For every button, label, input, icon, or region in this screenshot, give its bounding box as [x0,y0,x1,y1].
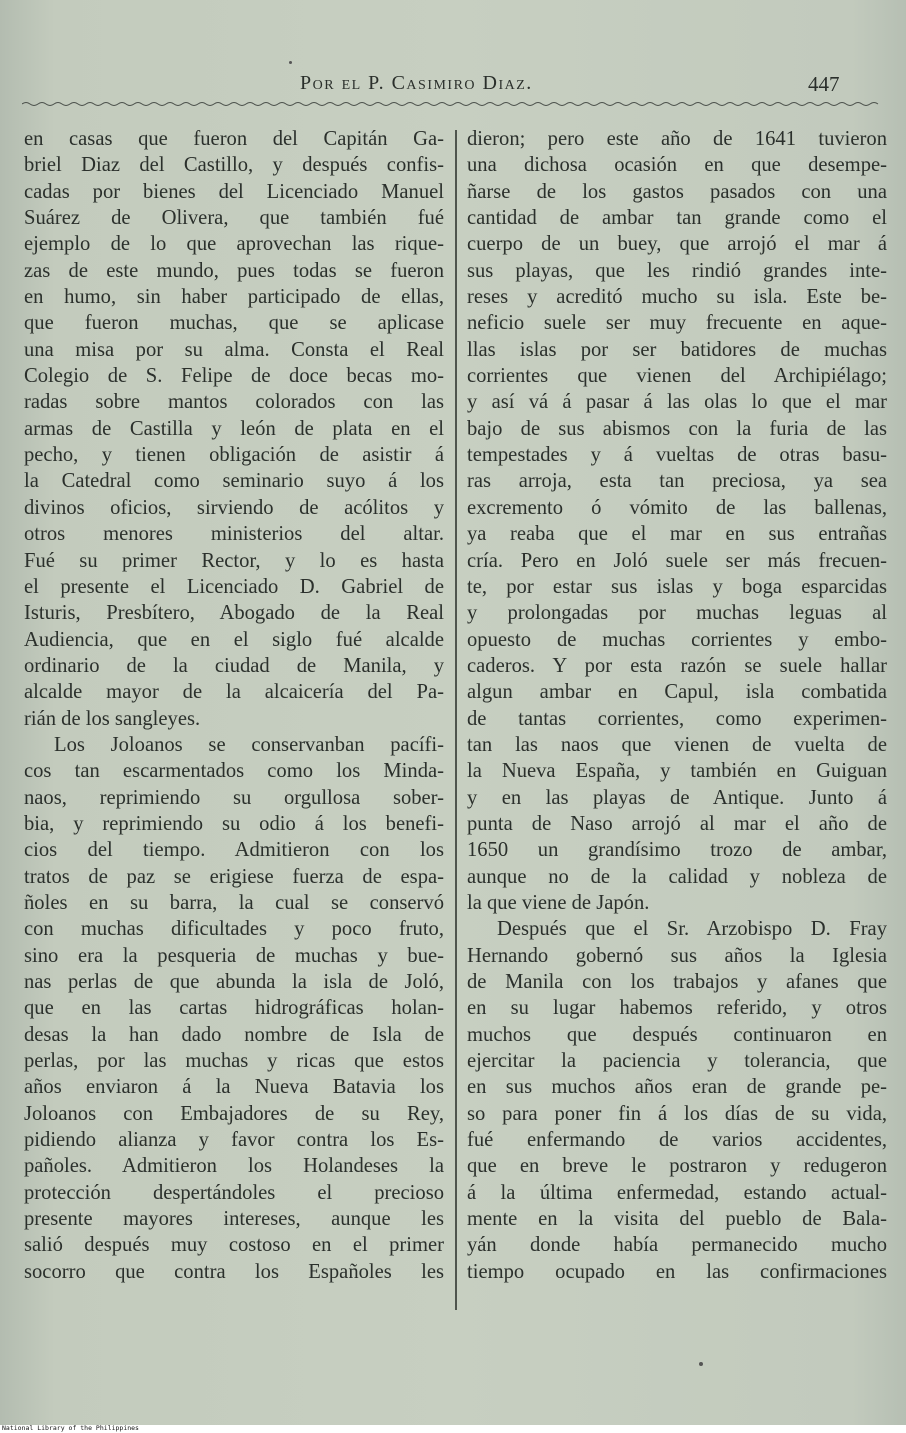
text-line: yán donde había permanecido mucho [467,1234,887,1257]
text-line: tempestades y á vueltas de otras basu- [467,444,887,467]
text-line: Hernando gobernó sus años la Iglesia [467,944,887,967]
text-line: opuesto de muchas corrientes y embo- [467,628,887,651]
text-line: algun ambar en Capul, isla combatida [467,681,887,704]
text-line: en sus muchos años eran de grande pe- [467,1076,887,1099]
text-line: una dichosa ocasión en que desempe- [467,154,887,177]
text-line: armas de Castilla y león de plata en el [24,417,444,440]
text-line: punta de Naso arrojó al mar el año de [467,812,887,835]
text-line: pañoles. Admitieron los Holandeses la [24,1155,444,1178]
text-line: neficio suele ser muy frecuente en aque- [467,312,887,335]
text-line: pidiendo alianza y favor contra los Es- [24,1129,444,1152]
text-line: muchos que después continuaron en [467,1023,887,1046]
column-divider [455,130,457,1310]
text-line: Suárez de Olivera, que también fué [24,207,444,230]
text-line: excremento ó vómito de las ballenas, [467,496,887,519]
text-line: ya reaba que el mar en sus entrañas [467,523,887,546]
text-line: bia, y reprimiendo su odio á los benefi- [24,812,444,835]
text-line: sus playas, que les rindió grandes inte- [467,259,887,282]
text-line: cuerpo de un buey, que arrojó el mar á [467,233,887,256]
text-line: ejercitar la paciencia y tolerancia, que [467,1050,887,1073]
text-line: cría. Pero en Joló suele ser más frecuen- [467,549,887,572]
text-line: mente en la visita del pueblo de Bala- [467,1208,887,1231]
text-line: ñoles en su barra, la cual se conservó [24,891,444,914]
ink-speck [699,1362,703,1366]
text-line: de tantas corrientes, como experimen- [467,707,887,730]
page-number: 447 [808,72,840,96]
text-line: salió después muy costoso en el primer [24,1234,444,1257]
text-line: Isturis, Presbítero, Abogado de la Real [24,602,444,625]
text-line: Colegio de S. Felipe de doce becas mo- [24,365,444,388]
text-line: bajo de sus abismos con la furia de las [467,417,887,440]
text-line: la Nueva España, y también en Guiguan [467,760,887,783]
text-line: que en las cartas hidrográficas holan- [24,997,444,1020]
text-line: nas perlas de que abunda la isla de Joló, [24,971,444,993]
text-line: ordinario de la ciudad de Manila, y [24,654,444,677]
text-line: el presente el Licenciado D. Gabriel de [24,575,444,598]
text-line: corrientes que vienen del Archipiélago; [467,365,887,388]
text-line: en su lugar habemos referido, y otros [467,997,887,1020]
text-line: llas islas por ser batidores de muchas [467,338,887,361]
text-line: pecho, y tienen obligación de asistir á [24,444,444,467]
text-line: en humo, sin haber participado de ellas, [24,286,444,309]
text-line: Los Joloanos se conservanban pacífi- [54,733,444,756]
text-line: aunque no de la calidad y nobleza de [467,865,887,888]
text-line: cantidad de ambar tan grande como el [467,207,887,230]
text-line: Después que el Sr. Arzobispo D. Fray [497,918,887,941]
text-line: dieron; pero este año de 1641 tuvieron [467,128,887,150]
text-line: Joloanos con Embajadores de su Rey, [24,1102,444,1125]
left-column [24,126,444,1285]
text-line: protección despertándoles el precioso [24,1181,444,1204]
text-line: tratos de paz se erigiese fuerza de espa- [24,865,444,888]
text-line: desas la han dado nombre de Isla de [24,1023,444,1046]
text-line: alcalde mayor de la alcaicería del Pa- [24,681,444,704]
text-line: Audiencia, que en el siglo fué alcalde [24,628,444,651]
text-line: socorro que contra los Españoles les [24,1260,444,1283]
running-title: Por el P. Casimiro Diaz. [300,72,533,94]
text-line: caderos. Y por esta razón se suele hallar [467,654,887,677]
text-line: en casas que fueron del Capitán Ga- [24,128,444,150]
text-line: briel Diaz del Castillo, y después confis- [24,154,444,177]
text-line: tan las naos que vienen de vuelta de [467,733,887,756]
text-line: que fueron muchas, que se aplicase [24,312,444,335]
text-line: perlas, por las muchas y ricas que estos [24,1050,444,1073]
text-line: zas de este mundo, pues todas se fueron [24,259,444,282]
text-line: sino era la pesqueria de muchas y bue- [24,944,444,967]
footer-credit: National Library of the Philippines [2,1424,139,1432]
text-line: 1650 un grandísimo trozo de ambar, [467,839,887,862]
text-line: rián de los sangleyes. [24,707,201,730]
text-line: y prolongadas por muchas leguas al [467,602,887,625]
header-ornamental-rule [22,101,882,107]
text-line: con muchas dificultades y poco fruto, [24,918,444,941]
text-line: radas sobre mantos colorados con las [24,391,444,414]
text-line: Fué su primer Rector, y lo es hasta [24,549,444,572]
right-column [467,126,887,1285]
text-line: te, por estar sus islas y boga esparcidas [467,575,887,598]
text-line: cadas por bienes del Licenciado Manuel [24,180,444,203]
page-header [0,72,906,102]
text-line: y en las playas de Antique. Junto á [467,786,887,809]
text-line: reses y acreditó mucho su isla. Este be- [467,286,887,309]
text-line: so para poner fin á los días de su vida, [467,1102,887,1125]
text-line: otros menores ministerios del altar. [24,523,444,546]
text-line: de Manila con los trabajos y afanes que [467,971,887,993]
text-line: fué enfermando de varios accidentes, [467,1129,887,1152]
text-line: años enviaron á la Nueva Batavia los [24,1076,444,1099]
text-line: ras arroja, esta tan preciosa, ya sea [467,470,887,493]
text-line: que en breve le postraron y redugeron [467,1155,887,1178]
text-line: presente mayores intereses, aunque les [24,1208,444,1231]
text-line: la Catedral como seminario suyo á los [24,470,444,493]
text-line: una misa por su alma. Consta el Real [24,338,444,361]
ink-speck [289,61,292,64]
text-line: divinos oficios, sirviendo de acólitos y [24,496,444,519]
text-line: tiempo ocupado en las confirmaciones [467,1260,887,1283]
text-line: ejemplo de lo que aprovechan las rique- [24,233,444,256]
text-line: y así vá á pasar á las olas lo que el mar [467,391,887,414]
text-line: la que viene de Japón. [467,891,650,914]
text-line: naos, reprimiendo su orgullosa sober- [24,786,444,809]
text-line: á la última enfermedad, estando actual- [467,1181,887,1204]
text-line: ñarse de los gastos pasados con una [467,180,887,203]
text-line: cios del tiempo. Admitieron con los [24,839,444,862]
text-line: cos tan escarmentados como los Minda- [24,760,444,783]
